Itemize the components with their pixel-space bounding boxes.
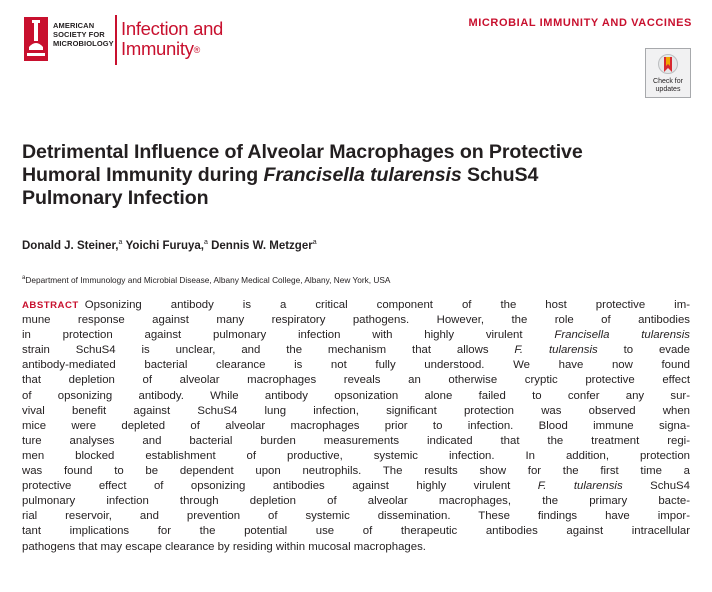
abstract-line: ture analyses and bacterial burden measurements indicated that the treatment regi- bbox=[22, 434, 690, 447]
abstract bbox=[22, 298, 690, 555]
section-label: MICROBIAL IMMUNITY AND VACCINES bbox=[468, 17, 692, 29]
society-line: AMERICAN bbox=[53, 21, 95, 30]
abstract-line: rial reservoir, and prevention of systemic dissemination. These findings have impor- bbox=[22, 510, 690, 523]
affiliation-marker: a bbox=[312, 239, 317, 246]
abstract-line: tant implications for the potential use of therapeutic antibodies against intracellular bbox=[22, 525, 690, 538]
logo-divider bbox=[115, 15, 117, 65]
abstract-line: was found to be dependent upon neutrophils. The results show for the first time a bbox=[22, 465, 690, 478]
society-name bbox=[53, 21, 114, 48]
abstract-line: of opsonizing antibody. While antibody opsonization alone failed to confer any sur- bbox=[22, 389, 690, 402]
check-for-updates-label: Check for updates bbox=[653, 78, 683, 93]
asm-logo bbox=[22, 15, 118, 65]
author-name: Donald J. Steiner, bbox=[22, 239, 119, 252]
abstract-line: antibody-mediated bacterial clearance is not fully understood. We have now found bbox=[22, 359, 690, 372]
abstract-line: protective effect of opsonizing antibodies against highly virulent F. tularensis SchuS4 bbox=[22, 480, 690, 493]
abstract-line: mice were depleted of alveolar macrophages prior to infection. Blood immune signa- bbox=[22, 419, 690, 432]
abstract-line: in protection against pulmonary infection with highly virulent Francisella tularensis bbox=[22, 329, 690, 342]
journal-name bbox=[121, 19, 223, 59]
abstract-line: strain SchuS4 is unclear, and the mechanism that allows F. tularensis to evade bbox=[22, 344, 690, 357]
affiliation-text: Department of Immunology and Microbial Disease, Albany Medical College, Albany, New York, USA bbox=[25, 275, 391, 285]
abstract-line: pulmonary infection through depletion of alveolar macrophages, the primary bacte- bbox=[22, 495, 690, 508]
registered-mark: ® bbox=[193, 45, 200, 55]
title-line: Humoral Immunity during Francisella tularensis SchuS4 bbox=[22, 164, 539, 186]
abstract-line: men blocked establishment of productive, systemic infection. In addition, protection bbox=[22, 449, 690, 462]
affiliation bbox=[22, 275, 390, 285]
society-line: SOCIETY FOR bbox=[53, 30, 105, 39]
affiliation-marker: a bbox=[118, 239, 123, 246]
affiliation-marker: a bbox=[204, 239, 208, 246]
abstract-line: that depletion of alveolar macrophages reveals an otherwise cryptic protective effect bbox=[22, 374, 690, 387]
journal-name-line: Infection and bbox=[121, 18, 224, 39]
affiliation-marker: a bbox=[22, 275, 26, 282]
journal-name-line: Immunity bbox=[121, 38, 194, 59]
author-name: Yoichi Furuya, bbox=[125, 239, 204, 252]
bookmark-icon bbox=[658, 54, 678, 76]
society-line: MICROBIOLOGY bbox=[53, 39, 114, 48]
title-line: Pulmonary Infection bbox=[22, 187, 209, 209]
abstract-heading: ABSTRACT bbox=[22, 300, 79, 311]
abstract-line: vival benefit against SchuS4 lung infection, significant protection was observed when bbox=[22, 404, 690, 417]
title-line: Detrimental Influence of Alveolar Macrophages on Protective bbox=[22, 141, 583, 163]
abstract-line: ABSTRACT Opsonizing antibody is a critical component of the host protective im- bbox=[22, 299, 690, 311]
microscope-logo-icon bbox=[24, 17, 48, 61]
author-name: Dennis W. Metzger bbox=[211, 239, 313, 252]
abstract-line: pathogens that may escape clearance by residing within mucosal macrophages. bbox=[22, 540, 426, 553]
author-list bbox=[22, 239, 317, 252]
article-title bbox=[22, 141, 692, 210]
check-for-updates-button[interactable] bbox=[645, 48, 691, 98]
abstract-line: mune response against many respiratory pathogens. However, the role of antibodies bbox=[22, 314, 690, 327]
